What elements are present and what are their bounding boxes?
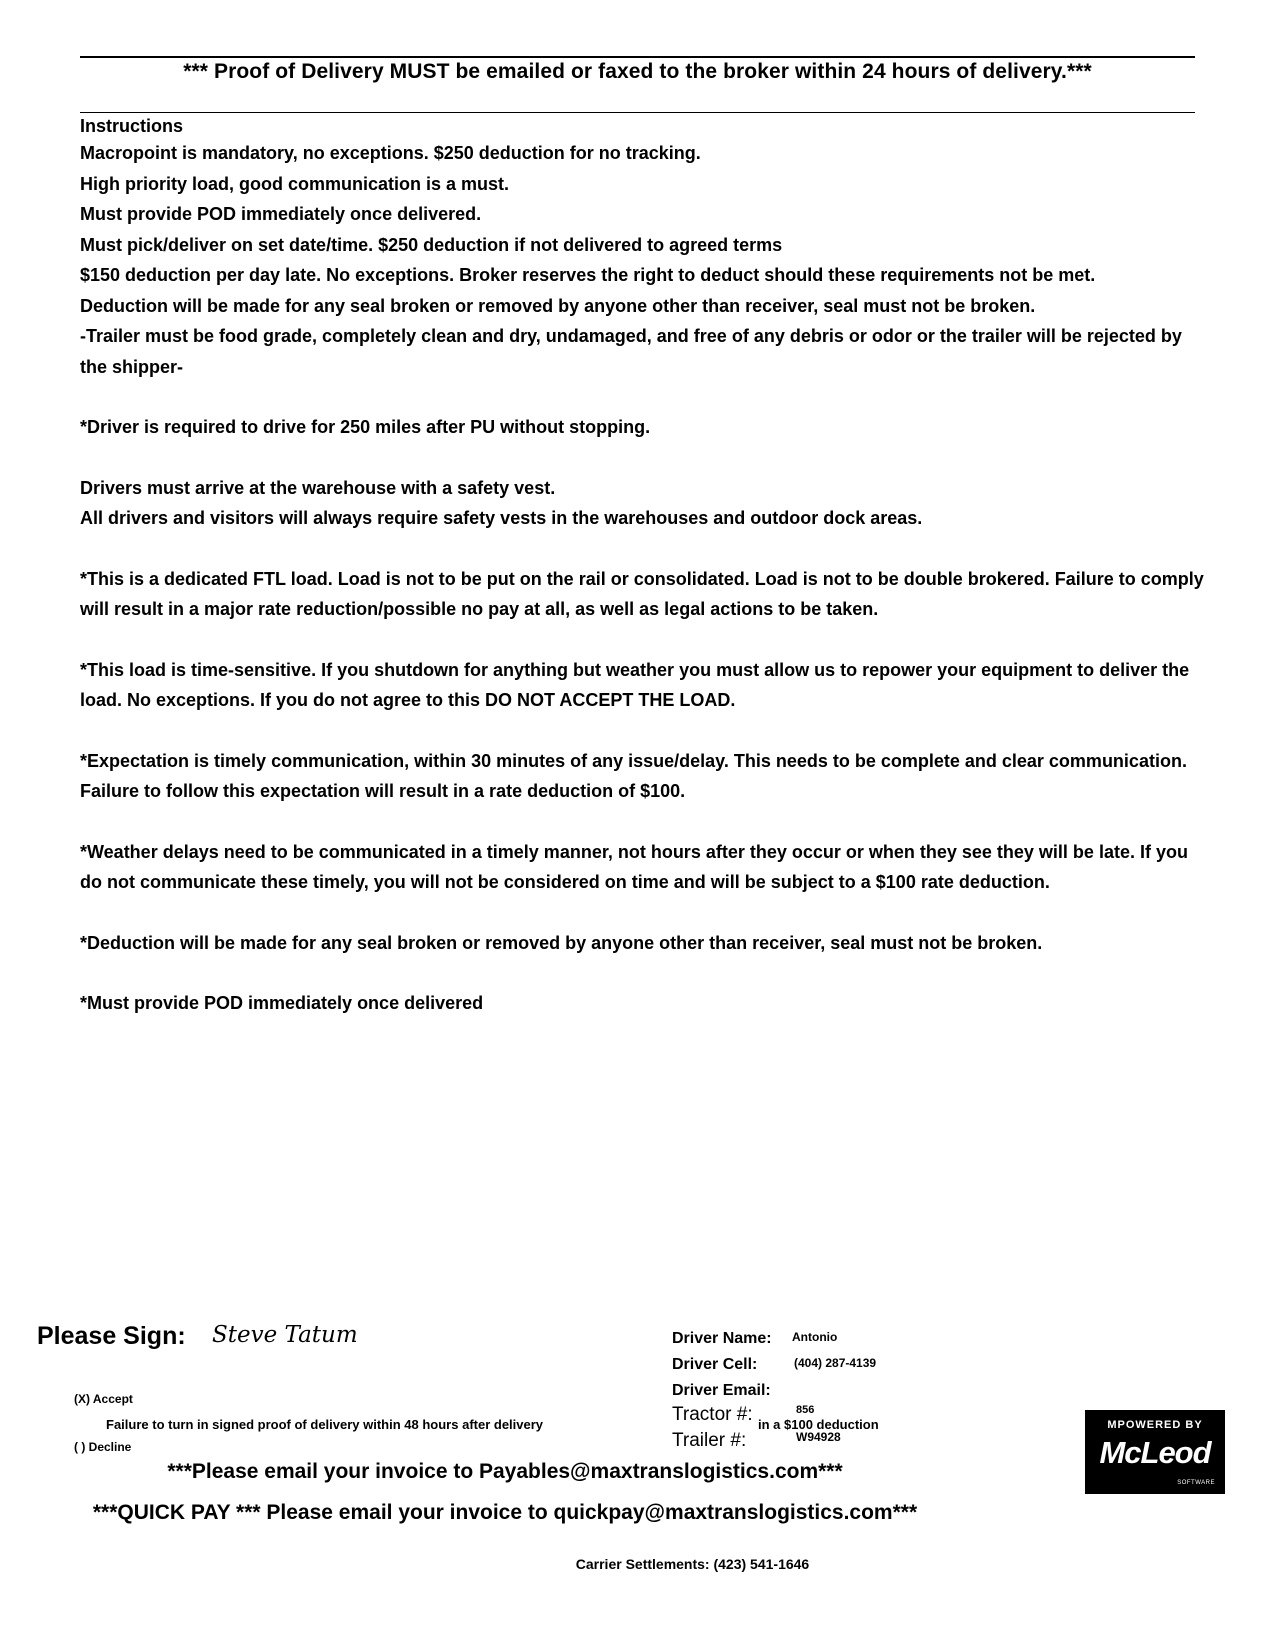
trailer-value: W94928 xyxy=(796,1430,841,1444)
instruction-paragraph: All drivers and visitors will always require safety vests in the warehouses and outdoor dock areas. xyxy=(80,508,923,528)
signature[interactable]: Steve Tatum xyxy=(212,1322,358,1348)
instruction-paragraph: *Weather delays need to be communicated in a timely manner, not hours after they occur or when they see they will be late. If you do not communicate these timely, you will not be considered on time and will be subject to a $100 rate deduction. xyxy=(80,841,1188,892)
quick-pay-line: ***QUICK PAY *** Please email your invoice to quickpay@maxtranslogistics.com*** xyxy=(92,1501,918,1524)
instructions-heading: Instructions xyxy=(80,116,184,136)
failure-tail: in a $100 deduction xyxy=(758,1417,879,1432)
failure-text: Failure to turn in signed proof of delivery within 48 hours after delivery xyxy=(106,1417,544,1432)
please-sign-label: Please Sign: xyxy=(37,1322,186,1350)
instruction-paragraph: *Deduction will be made for any seal broken or removed by anyone other than receiver, seal must not be broken. xyxy=(80,932,1043,953)
notice-bottom-rule xyxy=(80,112,1195,113)
driver-cell-value: (404) 287-4139 xyxy=(794,1356,877,1370)
instruction-line: Macropoint is mandatory, no exceptions. $250 deduction for no tracking. xyxy=(80,143,701,163)
instruction-line: Deduction will be made for any seal broken or removed by anyone other than receiver, seal must not be broken. xyxy=(80,295,1036,316)
logo-tagline: MPOWERED BY xyxy=(1107,1419,1203,1431)
trailer-label: Trailer #: xyxy=(672,1430,747,1451)
instruction-paragraph: *Driver is required to drive for 250 miles after PU without stopping. xyxy=(80,417,651,437)
tractor-value: 856 xyxy=(796,1404,815,1416)
logo-sub: SOFTWARE xyxy=(1177,1480,1215,1486)
instruction-line: -Trailer must be food grade, completely clean and dry, undamaged, and free of any debris or odor or the trailer will be rejected by the shipper- xyxy=(80,326,1182,377)
instruction-line: Must provide POD immediately once delivered. xyxy=(80,204,482,224)
instruction-paragraph: *Must provide POD immediately once delivered xyxy=(80,993,484,1013)
decline-option[interactable]: ( ) Decline xyxy=(74,1440,132,1454)
instruction-line: Must pick/deliver on set date/time. $250 deduction if not delivered to agreed terms xyxy=(80,234,783,255)
driver-name-value: Antonio xyxy=(792,1330,838,1344)
top-rule xyxy=(80,56,1195,58)
carrier-settlements: Carrier Settlements: (423) 541-1646 xyxy=(575,1556,810,1572)
mcleod-logo xyxy=(1085,1410,1225,1494)
logo-brand: McLeod xyxy=(1099,1435,1211,1470)
driver-name-label: Driver Name: xyxy=(672,1330,772,1347)
instruction-line: High priority load, good communication is a must. xyxy=(80,173,510,194)
instruction-paragraph: *This load is time-sensitive. If you shutdown for anything but weather you must allow us to repower your equipment to deliver the load. No exceptions. If you do not agree to this DO NOT ACCEPT THE LOAD. xyxy=(80,659,1190,710)
instruction-paragraph: *This is a dedicated FTL load. Load is not to be put on the rail or consolidated. Load is not to be double brokered. Failure to comply will result in a major rate reduction/possible no pay at all, as well as legal actions to be taken. xyxy=(80,568,1204,619)
accept-option[interactable]: (X) Accept xyxy=(74,1392,133,1406)
instruction-paragraph: Drivers must arrive at the warehouse with a safety vest. xyxy=(80,477,556,498)
pod-notice: *** Proof of Delivery MUST be emailed or faxed to the broker within 24 hours of delivery.*** xyxy=(183,60,1092,83)
invoice-email-line: ***Please email your invoice to Payables@maxtranslogistics.com*** xyxy=(167,1460,843,1483)
driver-email-label: Driver Email: xyxy=(672,1382,771,1399)
tractor-label: Tractor #: xyxy=(672,1404,753,1425)
instruction-line: $150 deduction per day late. No exceptions. Broker reserves the right to deduct should these requirements not be met. xyxy=(80,265,1096,285)
driver-cell-label: Driver Cell: xyxy=(672,1356,758,1373)
instruction-paragraph: *Expectation is timely communication, within 30 minutes of any issue/delay. This needs to be complete and clear communication. Failure to follow this expectation will result in a rate deduction of $100. xyxy=(80,750,1187,801)
instructions-block xyxy=(80,114,1205,1019)
